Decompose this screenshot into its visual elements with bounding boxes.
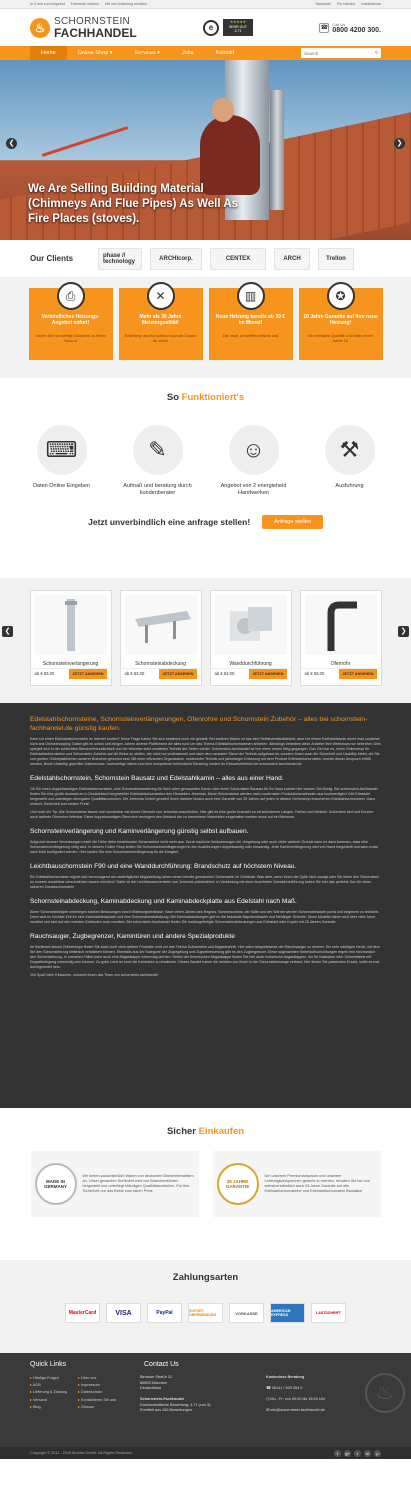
how-title — [0, 392, 411, 403]
footer-link[interactable]: ▸ Kontaktieren Sie uns — [78, 1397, 116, 1404]
payment-section — [0, 1260, 411, 1353]
chevron-down-icon: ▾ — [109, 50, 113, 56]
product-card[interactable] — [30, 590, 112, 686]
feature-desc: Wir verbauen Qualität und bieten Ihnen daher 10 — [307, 334, 374, 343]
client-logo-centex[interactable]: CENTEX — [210, 248, 266, 270]
product-price: ab € 63.00 — [34, 671, 55, 676]
search-icon[interactable]: ⚲ — [374, 50, 378, 55]
logo-line1: SCHORNSTEIN — [54, 15, 131, 27]
seo-subheading: Schornsteinabdeckung, Kaminabdeckung und Kaminabdeckplatte aus Edelstahl nach Maß. — [30, 898, 297, 905]
secure-text: Wir bieten ausschließlich Waren von deutschen Markenherstellern an. Unser gesamten Sortiment wird von Branchenführern hergestellt und unterliegt ständigen Qualitätskontrollen. Für Ihre Sicherheit nur das Beste zum fairen Preis. — [82, 1174, 194, 1193]
copyright-bar — [0, 1447, 411, 1459]
contact-block — [266, 1375, 325, 1414]
feature-box[interactable] — [209, 288, 293, 360]
top-bar — [0, 0, 411, 9]
document-icon: ⎙ — [57, 282, 85, 310]
paypal-icon: PayPal — [147, 1303, 182, 1323]
feature-title: Verbindliches Heizungs-Angebot sofort! — [41, 314, 100, 326]
mail-icon: ✉ — [266, 1408, 271, 1412]
product-card[interactable] — [120, 590, 202, 686]
chevron-down-icon: ▾ — [157, 50, 160, 56]
logo[interactable] — [30, 17, 137, 39]
topbar-link[interactable]: In 3 min zum Angebot — [30, 2, 65, 6]
step-label: Angebot von 2 energieheld Handwerken — [220, 483, 287, 496]
amex-icon: AMERICAN EXPRESS — [270, 1303, 305, 1323]
nav-home[interactable]: Home — [30, 46, 67, 60]
feature-desc: Die neue, umweltfreundliche und — [222, 334, 279, 338]
nav-kontakt[interactable]: Kontakt — [215, 50, 235, 56]
footer-link[interactable]: ▸ Datenschutz — [78, 1389, 116, 1396]
seo-paragraph: Kann ich einen Edelstahlschornstein im Internet kaufen? Diese Frage haben Sie sich bestimmt noch nie gestellt. Bei anderen Waren ist das eine Selbstverständlichkeit, aber bei einem Edelstahlkamin denkt man zunächst nicht ans Onlineshopping. Dabei gibt es schon seit einigen Jahren diverse Plattformen die alles rund um das Thema Edelstahlschornsteinen anbieten. Allerdings betreiben diese Anbieter ihre Webshops nur nebenher. Dies spiegelt sich in der schlechten Benutzerfreundlichkeit und der teilweise stark veralteten Technik der Seiten wieder. Schornstein-fachhandel ist hier einen neuen Weg gegangen. Das Ziel war es, einen Onlineshop für Edelstahlschornsteine und Schornstein Zubehör auf die Beine zu stellen, der nicht nur professionell und nach dem neuesten Stand der Technik aufgebaut ist, sondern Ihnen auch die Sicherheit und Usability bietet, die Sie von großen Onlineplattformen anderer Branchen gewohnt sind. Mit einer effizienten Organisation, modernster Technik und jahrelanger Erfahrung mit dem Produkt Edelstahlschornstein, konnte dieser Anspruch erfüllt werden. Beste Usability, geprüfter Datenschutz, hochwertige Waren und eine kompetente telefonische Beratung runden Ihr Einkaufserlebnis bei schornstein-fachhandel ab. — [30, 737, 381, 766]
nav-online-shop[interactable] — [67, 46, 124, 60]
made-in-germany-box — [31, 1151, 199, 1217]
rating-score: 4.71 — [234, 29, 242, 33]
clock-icon: ◷ — [266, 1397, 271, 1401]
seo-text-section — [0, 703, 411, 1108]
footer-link[interactable]: ▸ AGB — [30, 1382, 67, 1389]
made-in-germany-badge-icon: MADE IN GERMANY — [35, 1163, 77, 1205]
secure-shopping-section — [0, 1108, 411, 1260]
radiator-icon: ▥ — [237, 282, 265, 310]
topbar-link[interactable]: Fahrende marken — [70, 2, 100, 6]
phone-icon: ☎ — [266, 1386, 272, 1390]
linkedin-icon[interactable]: in — [365, 1450, 370, 1456]
how-it-works — [0, 378, 411, 578]
product-card[interactable] — [210, 590, 292, 686]
hero-caption-line: We Are Selling Building Material — [28, 183, 204, 195]
seo-paragraph: Und noch ein Tip: Alle Schornsteine lassen sich wunderbar mit einem Ofenrohr von Jeremias anschließen. Hier gibt es eine große Auswahl an verschiedenen Längen, Farben und Winkeln. Außerdem sind seit Kurzem auch isolierte Ofenrohre lieferbar. Diese doppelwandigen Ofenrohre verringern den Abstand der zu brennbaren Materialien eingehalten werden muss auf ein Minimum. — [30, 810, 374, 819]
feature-title: Mehr als 30 Jahre Meistergualität! — [139, 314, 182, 326]
wall-duct-image — [215, 595, 287, 655]
footer — [0, 1353, 411, 1459]
address-line: 80809 München — [140, 1380, 168, 1385]
payment-title: Zahlungsarten — [172, 1272, 239, 1283]
phone-number: 0800 4200 300. — [332, 26, 381, 34]
footer-link[interactable]: ▸ Über uns — [78, 1375, 116, 1382]
contact-title: Contact Us — [144, 1361, 179, 1368]
footer-link[interactable]: ▸ Lieferung & Zahlung — [30, 1389, 67, 1396]
search-placeholder: Search — [304, 50, 319, 56]
contact-hours: Mo - Fr: von 09:00 bis 18:00 Uhr — [270, 1397, 326, 1401]
view-product-button[interactable]: JETZT ANSEHEN — [69, 669, 106, 679]
nav-services[interactable] — [124, 46, 171, 60]
sofort-icon: SOFORT ÜBERWEISUNG — [188, 1303, 223, 1323]
secure-title-part: Sicher — [166, 1126, 199, 1137]
topbar-link-haendler[interactable]: Für händler — [337, 2, 356, 6]
features-section — [0, 278, 411, 378]
topbar-link-standorte[interactable]: Standorte — [315, 2, 332, 6]
seo-heading: Edelstahlschornsteine, Schornsteinverlängerungen, Ofenrohre und Schornstein Zubehör – alles bei schornstein-fachhandel.de günstig kaufen. — [30, 716, 368, 732]
tools-icon: ✕ — [147, 282, 175, 310]
pinterest-icon[interactable]: p — [374, 1450, 381, 1457]
seo-subheading: Leichtbauschornstein F90 und eine Wanddurchführung: Brandschutz auf höchstem Niveau. — [30, 863, 297, 870]
logo-line2: FACHHANDEL — [54, 25, 137, 40]
address-line: Durchschnittliche Bewertung: 4.71 (von 5). — [140, 1402, 212, 1407]
step-item — [116, 425, 200, 497]
phone-contact[interactable] — [319, 22, 381, 34]
cta-text: Jetzt unverbindlich eine anfrage stellen! — [88, 517, 251, 527]
step-label: Aufmaß und beratung durch kundenberater — [123, 483, 192, 496]
contact-line: Kostenlose Beratung — [266, 1375, 305, 1379]
address-line: Ermittelt aus 265 Bewertungen. — [140, 1408, 193, 1412]
product-name: Schornsteinabdeckung — [121, 659, 201, 669]
product-price: ab € 63.00 — [304, 671, 325, 676]
toolbox-icon: ⚒ — [325, 425, 375, 475]
step-item — [20, 425, 104, 497]
trust-badge[interactable] — [203, 19, 253, 36]
nav-label: Online-Shop — [77, 50, 109, 56]
worker-icon: ☺ — [229, 425, 279, 475]
step-item — [212, 425, 296, 497]
keyboard-icon: ⌨ — [37, 425, 87, 475]
product-price: ab € 63.00 — [124, 671, 145, 676]
mastercard-icon: MasterCard — [65, 1303, 100, 1323]
twitter-icon[interactable]: t — [354, 1450, 361, 1457]
footer-link[interactable]: ▸ Blog — [30, 1404, 67, 1411]
hero-chimney-pipe-small — [270, 90, 284, 210]
carousel-next-icon[interactable]: ❯ — [398, 626, 409, 637]
address-line: Deutschland — [140, 1386, 162, 1390]
secure-title — [0, 1126, 411, 1137]
seo-paragraph: Viel Spaß beim Einkaufen, wünscht Ihnen das Team von schornstein-fachhandel. — [30, 973, 159, 977]
flame-watermark-icon: ♨ — [365, 1373, 405, 1413]
hero-caption — [28, 182, 238, 227]
header — [0, 9, 411, 46]
stove-pipe-image — [305, 595, 377, 655]
feature-box[interactable] — [29, 288, 113, 360]
rating-label: SEHR GUT — [228, 24, 248, 29]
slider-prev-icon[interactable]: ❮ — [6, 138, 17, 149]
hero-worker-head — [212, 98, 234, 122]
client-logo-arch[interactable]: ARCH — [274, 248, 310, 270]
step-item — [308, 425, 392, 497]
footer-link[interactable]: ▸ Impressum — [78, 1382, 116, 1389]
client-logo-trellon[interactable]: Trellon — [318, 248, 354, 270]
client-logo-phase[interactable]: phase // technology — [98, 248, 142, 270]
email-line[interactable] — [266, 1408, 325, 1414]
feature-desc: Erfahrung und Kompetenz sind der Garant für einen — [124, 334, 197, 343]
clients-title: Our Clients — [30, 254, 74, 263]
seo-subheading: Rauchsauger, Zugbegrenzer, Kamintüren und andere Spezialprodukte — [30, 933, 235, 940]
step-label: Daten Online Eingeben — [33, 483, 90, 489]
feature-box[interactable] — [119, 288, 203, 360]
feature-title: 10 Jahre Garantie auf Ihre neue Heizung! — [303, 314, 378, 326]
topbar-link-installateure[interactable]: Installateure — [361, 2, 381, 6]
address-line: Schornstein-Fachhandel — [140, 1397, 185, 1401]
product-name: Schornsteinverlängerung — [31, 659, 111, 669]
seo-paragraph: Ältere Schornsteinköpfe unterliegen starken Belastungen durch Witterungseinflüsse. Nach vielen Jahren des Regens, Sonnenscheins, der Kälte und der Wärme werden Schornsteinköpfe porös und beginnen zu bröckeln. Dann wird es höchste Zeit für eine Kaminabdeckplatte und eine Schornsteinabdeckung. Bei Kaminabdeckungen gibt es die bekannte Napoleonhaube und Meidinger Scheibe. Diese Modelle haben sich über viele Jahre bewährt und sind auf den meisten Gebäuden auch montiert. Bei schornstein-fachhandel finden Sie maßangefertigte Schornsteinabdeckungen aus Edelstahl oder Kupfer mit 25 Jahren Garantie. — [30, 910, 380, 924]
view-product-button[interactable]: JETZT ANSEHEN — [339, 669, 376, 679]
pencil-ruler-icon: ✎ — [133, 425, 183, 475]
quick-links-title: Quick Links — [30, 1361, 67, 1368]
search-input[interactable] — [301, 48, 381, 58]
hero-caption-line: (Chimneys And Flue Pipes) As Well As — [28, 198, 239, 210]
client-logo-archicorp[interactable]: ARCHIcorp. — [150, 248, 202, 270]
visa-icon: VISA — [106, 1303, 141, 1323]
view-product-button[interactable]: JETZT ANSEHEN — [159, 669, 196, 679]
secure-title-accent: Einkaufen — [198, 1126, 245, 1137]
footer-link[interactable]: ▸ Glossar — [78, 1404, 116, 1411]
direct-debit-icon: LASTSCHRIFT — [311, 1303, 346, 1323]
seo-paragraph: Im Sortiment dieses Onlineshops finden Sie auch noch viele weitere Produkte rund um das Thema Schornstein und Abgastechnik. Hier wäre beispielsweise der Rauchsauger zu nennen. Ein sehr wichtiges Gerät, mit dem Sie den Schornsteinzug elektrisch verstärken können. Ebenfalls aus der Kategorie der Zugregelung und Zugverbesserung gibt es den Zugbegrenzer. Diese sogenannten Nebenluftvorrichtungen regeln rein mechanisch den Schornsteinzug. In manchen Fällen kann auch eine Abgasklappe notwendig werden. Neben der thermischen Abgasklappe finden Sie hier auch motorische Abgasklappen, die für Kaskaden oder Schornsteine mit Doppelbelegung notwendig sein können. Zu guter Letzt ist noch die Kamintüre zu erwähnen. Dieses Bauteil haben die meisten von Ihnen in der Schornsteinwange verbaut. Hier finden Sie passenden Ersatz, sollte es mal durchgerostet sein. — [30, 945, 380, 969]
feature-desc: Geben Sie nur wenige Eckdaten zu Ihrem Haus in — [35, 334, 106, 343]
topbar-link[interactable]: Mit uns forderung erhalten — [105, 2, 148, 6]
seo-paragraph: Ein Edelstahlschornstein eignet sich hervorragend als nachträglicher Abgasleitung neben einem bereits gemauerten Schornstein im Gebäude. Was aber, wenn Ihnen die Optik nicht zusagt oder Sie lieber den Schornstein im Inneren unsichtbar verschwinden lassen möchten? Dafür ist der Leichtbauschornstein von Jeremias prädestiniert. In Verbindung mit einer feuerfesten Wanddurchführung haben Sie hier das perfekte Duo für einen sicheren Zusatzschornstein — [30, 875, 380, 889]
prepayment-icon: VORKASSE — [229, 1303, 264, 1323]
phone-icon: ☎ — [320, 24, 329, 31]
main-nav — [0, 46, 411, 60]
clients-strip — [0, 240, 411, 278]
slider-next-icon[interactable]: ❯ — [394, 138, 405, 149]
address-line: Birnauer Straße 12 — [140, 1375, 173, 1379]
step-label: Ausfuhrung — [335, 483, 364, 489]
nav-jobs[interactable]: Jobs — [181, 50, 194, 56]
request-button[interactable]: Anfrage stellen — [262, 515, 323, 529]
trusted-shops-icon: e — [203, 20, 219, 36]
phone-label: Call Us — [332, 21, 346, 27]
product-card[interactable] — [300, 590, 382, 686]
nav-label: Services — [134, 50, 156, 56]
product-price: ab € 63.00 — [214, 671, 235, 676]
feature-title: Neue Heizung bereits ab 39 € im Monat! — [215, 314, 286, 326]
product-name: Ofenrohr — [301, 659, 381, 669]
hero-caption-line: Fire Places (stoves). — [28, 213, 140, 225]
product-name: Wanddurchführung — [211, 659, 291, 669]
seo-subheading: Edelstahlschornstein, Schornstein Bausatz und Edelstahlkamin – alles aus einer Hand. — [30, 775, 284, 782]
contact-phone: 08141 / 509 264 0 — [271, 1386, 303, 1390]
carousel-prev-icon[interactable]: ❮ — [2, 626, 13, 637]
address-block — [140, 1375, 212, 1414]
chimney-cover-image — [125, 595, 197, 655]
secure-text: Um unserem Premiumanspruch und unserem Leistungsversprechen gerecht zu werden, erhalten Sie bei uns selbstverständlich auch 25-Jahre Garantie auf alle Edelstahlschornsteine und Edelstahlschornstein Bausätze. — [264, 1174, 370, 1193]
footer-link[interactable]: ▸ Versand — [30, 1397, 67, 1404]
copyright-text: Copyright © 2011 - 2016 iKontor GmbH. All Rights Reserved. — [30, 1451, 133, 1455]
how-title-accent: Funktioniert's — [181, 392, 245, 403]
seo-paragraph: Ob Sie einen doppelwandigen Edelstahlschornstein, eine Schornsteinsanierung für Ihren alten gemauerten Kamin oder einen Schornstein Bausatz für Ihr Haus suchen hier werden Sie fündig. Bei schornstein-fachhandel finden Sie eine große Auswahl an in Deutschland hergestellter Edelstahlschornsteine des Herstellers Jeremias. Diese Schornsteine werden nach modernsten Produktionsmethoden aus hochwertigem V4A Edelstahl hergestellt und unterliegen strengsten Qualitätskontrollen. Die Jeremias GmbH gewährt Ihnen darüber hinaus auch eine Garantie von 25 Jahren auf jeden in diesem Onlineshop erworbenen Edelstahlschornstein. Ganz einfach: Sicherheit zum besten Preis! — [30, 787, 378, 806]
guarantee-box — [213, 1151, 381, 1217]
chimney-extension-image — [35, 595, 107, 655]
feature-box[interactable] — [299, 288, 383, 360]
seo-subheading: Schornsteinverlängerung und Kaminverlängerung günstig selbst aufbauen. — [30, 828, 249, 835]
rating-stars: ★★★★★ — [230, 20, 246, 24]
footer-link[interactable]: ▸ Häufige Fragen — [30, 1375, 67, 1382]
contact-email: info@schornstein-fachhandel.de — [270, 1408, 325, 1412]
facebook-icon[interactable]: f — [334, 1450, 341, 1457]
view-product-button[interactable]: JETZT ANSEHEN — [249, 669, 286, 679]
hours-line — [266, 1397, 325, 1403]
guarantee-badge-icon: ✪ — [327, 282, 355, 310]
seo-paragraph: Aufgrund neuerer Verordnungen reicht die Höhe vieler bestehender Schornsteine nicht mehr aus. Durch bauliche Veränderungen der Umgebung oder auch vieler weiterer Gründe kann es dazu kommen, dass eine Schornsteinverlängerung nötig wird. In diesem Online Shop finden Sie Schornsteinverlängerungen in den Ausführungen doppelwandig oder einwandig. Jede Kaminverlängerung wird von Hand hergestellt und kann exakt nach Maß konfiguriert werden. Hier kaufen Sie eine Schornsteinverlängerung für die Ewigkeit. — [30, 840, 379, 854]
flame-logo-icon: ♨ — [30, 18, 50, 38]
google-plus-icon[interactable]: g+ — [345, 1450, 350, 1456]
products-carousel — [0, 578, 411, 703]
how-title-part: So — [166, 392, 182, 403]
guarantee-seal-icon: 25 JAHRE GARANTIE — [217, 1163, 259, 1205]
